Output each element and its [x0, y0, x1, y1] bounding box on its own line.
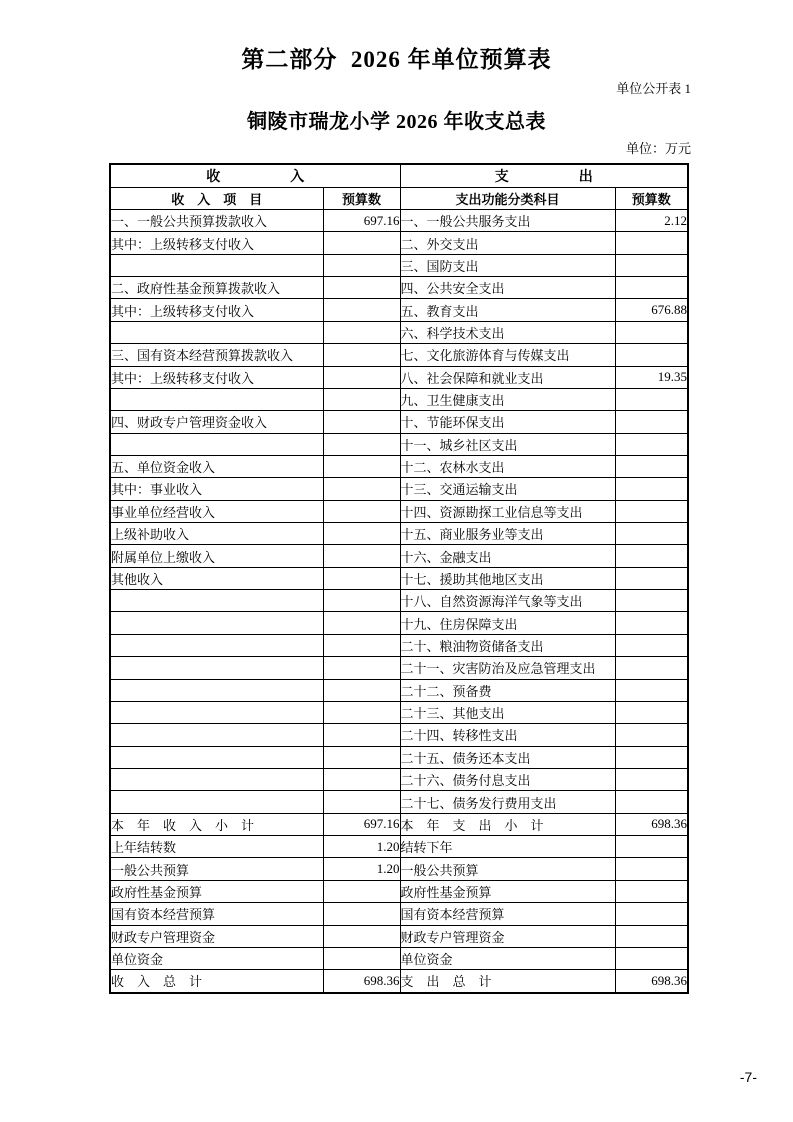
- expense-item-cell: 二十六、债务付息支出: [400, 768, 615, 790]
- expense-budget-cell: [615, 388, 688, 410]
- income-item-cell: [110, 634, 323, 656]
- table-row: [110, 634, 688, 656]
- income-budget-cell: [323, 768, 400, 790]
- expense-budget-cell: [615, 321, 688, 343]
- table-row: [110, 523, 688, 545]
- income-budget-cell: [323, 567, 400, 589]
- expense-item-cell: 二十五、债务还本支出: [400, 746, 615, 768]
- income-budget-cell: [323, 433, 400, 455]
- income-budget-cell: [323, 791, 400, 813]
- expense-budget-cell: [615, 634, 688, 656]
- expense-item-cell: 十、节能环保支出: [400, 411, 615, 433]
- expense-budget-cell: [615, 836, 688, 858]
- expense-section-header: 支 出: [400, 164, 688, 188]
- expense-item-cell: 二十四、转移性支出: [400, 724, 615, 746]
- table-row: [110, 768, 688, 790]
- income-item-cell: 一般公共预算: [110, 858, 323, 880]
- table-row: [110, 701, 688, 723]
- expense-item-header: 支出功能分类科目: [400, 188, 615, 210]
- income-item-cell: 国有资本经营预算: [110, 903, 323, 925]
- income-budget-cell: [323, 880, 400, 902]
- table-row: [110, 612, 688, 634]
- expense-budget-cell: [615, 411, 688, 433]
- income-item-cell: [110, 433, 323, 455]
- table-row: [110, 210, 688, 232]
- expense-item-cell: 四、公共安全支出: [400, 277, 615, 299]
- expense-budget-cell: [615, 478, 688, 500]
- income-item-cell: 上年结转数: [110, 836, 323, 858]
- section-header-row: [110, 164, 688, 188]
- expense-budget-cell: [615, 880, 688, 902]
- table-row: [110, 299, 688, 321]
- expense-item-cell: 五、教育支出: [400, 299, 615, 321]
- income-item-cell: 单位资金: [110, 947, 323, 969]
- column-header-row: [110, 188, 688, 210]
- income-item-cell: [110, 679, 323, 701]
- table-row: [110, 903, 688, 925]
- expense-budget-cell: [615, 701, 688, 723]
- expense-item-cell: 支 出 总 计: [400, 970, 615, 993]
- income-item-cell: 政府性基金预算: [110, 880, 323, 902]
- table-row: [110, 836, 688, 858]
- expense-budget-cell: 698.36: [615, 813, 688, 835]
- expense-budget-cell: [615, 746, 688, 768]
- expense-item-cell: 二十三、其他支出: [400, 701, 615, 723]
- expense-item-cell: 十九、住房保障支出: [400, 612, 615, 634]
- income-item-cell: 其中：上级转移支付收入: [110, 299, 323, 321]
- income-item-cell: 二、政府性基金预算拨款收入: [110, 277, 323, 299]
- income-item-header: 收 入 项 目: [110, 188, 323, 210]
- income-budget-cell: 1.20: [323, 836, 400, 858]
- income-section-header: 收 入: [110, 164, 400, 188]
- income-budget-cell: [323, 634, 400, 656]
- expense-budget-cell: [615, 500, 688, 522]
- expense-budget-cell: [615, 232, 688, 254]
- table-row: [110, 679, 688, 701]
- expense-item-cell: 政府性基金预算: [400, 880, 615, 902]
- table-row: [110, 388, 688, 410]
- income-budget-cell: 1.20: [323, 858, 400, 880]
- income-budget-cell: [323, 746, 400, 768]
- expense-item-cell: 十四、资源勘探工业信息等支出: [400, 500, 615, 522]
- expense-budget-cell: [615, 925, 688, 947]
- expense-item-cell: 二、外交支出: [400, 232, 615, 254]
- table-row: [110, 545, 688, 567]
- table-row: [110, 500, 688, 522]
- expense-budget-cell: [615, 679, 688, 701]
- expense-budget-cell: 2.12: [615, 210, 688, 232]
- expense-item-cell: 结转下年: [400, 836, 615, 858]
- expense-item-cell: 本 年 支 出 小 计: [400, 813, 615, 835]
- expense-budget-cell: [615, 947, 688, 969]
- expense-budget-cell: 676.88: [615, 299, 688, 321]
- expense-item-cell: 一般公共预算: [400, 858, 615, 880]
- expense-item-cell: 七、文化旅游体育与传媒支出: [400, 344, 615, 366]
- income-budget-cell: 698.36: [323, 970, 400, 993]
- income-item-cell: 三、国有资本经营预算拨款收入: [110, 344, 323, 366]
- table-row: [110, 433, 688, 455]
- income-budget-cell: [323, 388, 400, 410]
- expense-item-cell: 二十、粮油物资储备支出: [400, 634, 615, 656]
- income-budget-cell: [323, 411, 400, 433]
- expense-item-cell: 二十一、灾害防治及应急管理支出: [400, 657, 615, 679]
- table-row: [110, 478, 688, 500]
- income-budget-cell: [323, 455, 400, 477]
- table-row: [110, 970, 688, 993]
- expense-item-cell: 十八、自然资源海洋气象等支出: [400, 590, 615, 612]
- expense-item-cell: 九、卫生健康支出: [400, 388, 615, 410]
- expense-budget-cell: [615, 254, 688, 276]
- income-item-cell: 本 年 收 入 小 计: [110, 813, 323, 835]
- income-budget-header: 预算数: [323, 188, 400, 210]
- income-item-cell: 收 入 总 计: [110, 970, 323, 993]
- table-row: [110, 567, 688, 589]
- income-budget-cell: [323, 724, 400, 746]
- expense-budget-cell: [615, 523, 688, 545]
- income-budget-cell: [323, 590, 400, 612]
- expense-budget-cell: [615, 858, 688, 880]
- expense-item-cell: 十五、商业服务业等支出: [400, 523, 615, 545]
- income-item-cell: [110, 254, 323, 276]
- income-budget-cell: [323, 523, 400, 545]
- income-item-cell: [110, 724, 323, 746]
- expense-item-cell: 十七、援助其他地区支出: [400, 567, 615, 589]
- table-row: [110, 321, 688, 343]
- income-budget-cell: [323, 344, 400, 366]
- income-item-cell: [110, 701, 323, 723]
- table-row: [110, 746, 688, 768]
- income-item-cell: 五、单位资金收入: [110, 455, 323, 477]
- expense-item-cell: 八、社会保障和就业支出: [400, 366, 615, 388]
- income-budget-cell: [323, 679, 400, 701]
- table-row: [110, 366, 688, 388]
- income-budget-cell: [323, 701, 400, 723]
- table-row: [110, 590, 688, 612]
- expense-item-cell: 财政专户管理资金: [400, 925, 615, 947]
- expense-budget-cell: [615, 545, 688, 567]
- expense-item-cell: 十二、农林水支出: [400, 455, 615, 477]
- expense-item-cell: 十三、交通运输支出: [400, 478, 615, 500]
- table-row: [110, 657, 688, 679]
- table-row: [110, 791, 688, 813]
- income-item-cell: 其中：事业收入: [110, 478, 323, 500]
- table-row: [110, 858, 688, 880]
- expense-item-cell: 六、科学技术支出: [400, 321, 615, 343]
- income-budget-cell: [323, 366, 400, 388]
- income-budget-cell: [323, 232, 400, 254]
- expense-budget-cell: [615, 768, 688, 790]
- expense-item-cell: 三、国防支出: [400, 254, 615, 276]
- income-budget-cell: [323, 545, 400, 567]
- expense-budget-cell: [615, 903, 688, 925]
- income-budget-cell: [323, 299, 400, 321]
- income-item-cell: [110, 388, 323, 410]
- expense-budget-cell: [615, 590, 688, 612]
- expense-item-cell: 二十七、债务发行费用支出: [400, 791, 615, 813]
- unit-note: 单位：万元: [625, 141, 691, 156]
- expense-budget-cell: [615, 433, 688, 455]
- income-budget-cell: [323, 277, 400, 299]
- income-budget-cell: [323, 947, 400, 969]
- expense-budget-cell: [615, 657, 688, 679]
- income-item-cell: 四、财政专户管理资金收入: [110, 411, 323, 433]
- expense-item-cell: 十一、城乡社区支出: [400, 433, 615, 455]
- expense-budget-header: 预算数: [615, 188, 688, 210]
- income-item-cell: 其中：上级转移支付收入: [110, 366, 323, 388]
- expense-budget-cell: [615, 277, 688, 299]
- expense-budget-cell: [615, 567, 688, 589]
- expense-budget-cell: [615, 612, 688, 634]
- income-item-cell: [110, 768, 323, 790]
- expense-item-cell: 一、一般公共服务支出: [400, 210, 615, 232]
- table-row: [110, 724, 688, 746]
- table-row: [110, 254, 688, 276]
- table-row: [110, 947, 688, 969]
- expense-budget-cell: 698.36: [615, 970, 688, 993]
- expense-item-cell: 单位资金: [400, 947, 615, 969]
- income-item-cell: 其他收入: [110, 567, 323, 589]
- income-budget-cell: [323, 612, 400, 634]
- income-budget-cell: [323, 500, 400, 522]
- expense-item-cell: 二十二、预备费: [400, 679, 615, 701]
- table-row: [110, 232, 688, 254]
- table-title: 铜陵市瑞龙小学 2026 年收支总表: [247, 111, 546, 133]
- income-item-cell: 附属单位上缴收入: [110, 545, 323, 567]
- income-budget-cell: [323, 254, 400, 276]
- table-row: [110, 455, 688, 477]
- table-row: [110, 411, 688, 433]
- income-item-cell: [110, 657, 323, 679]
- income-budget-cell: 697.16: [323, 813, 400, 835]
- income-budget-cell: [323, 903, 400, 925]
- expense-item-cell: 十六、金融支出: [400, 545, 615, 567]
- page-number: -7-: [739, 1069, 757, 1085]
- income-item-cell: [110, 590, 323, 612]
- income-budget-cell: [323, 925, 400, 947]
- expense-budget-cell: [615, 455, 688, 477]
- expense-budget-cell: [615, 344, 688, 366]
- income-item-cell: 其中：上级转移支付收入: [110, 232, 323, 254]
- expense-budget-cell: [615, 724, 688, 746]
- budget-table: [109, 163, 689, 994]
- expense-item-cell: 国有资本经营预算: [400, 903, 615, 925]
- income-item-cell: 上级补助收入: [110, 523, 323, 545]
- table-label: 单位公开表 1: [616, 81, 691, 96]
- income-item-cell: 财政专户管理资金: [110, 925, 323, 947]
- income-budget-cell: [323, 321, 400, 343]
- income-budget-cell: [323, 657, 400, 679]
- income-item-cell: 一、一般公共预算拨款收入: [110, 210, 323, 232]
- income-budget-cell: 697.16: [323, 210, 400, 232]
- table-row: [110, 344, 688, 366]
- table-row: [110, 277, 688, 299]
- income-item-cell: [110, 791, 323, 813]
- income-item-cell: 事业单位经营收入: [110, 500, 323, 522]
- table-row: [110, 880, 688, 902]
- income-item-cell: [110, 746, 323, 768]
- expense-budget-cell: 19.35: [615, 366, 688, 388]
- income-budget-cell: [323, 478, 400, 500]
- table-body: [110, 164, 688, 993]
- income-item-cell: [110, 612, 323, 634]
- table-row: [110, 925, 688, 947]
- expense-budget-cell: [615, 791, 688, 813]
- table-row: [110, 813, 688, 835]
- income-item-cell: [110, 321, 323, 343]
- page-title: 第二部分 2026 年单位预算表: [241, 47, 552, 72]
